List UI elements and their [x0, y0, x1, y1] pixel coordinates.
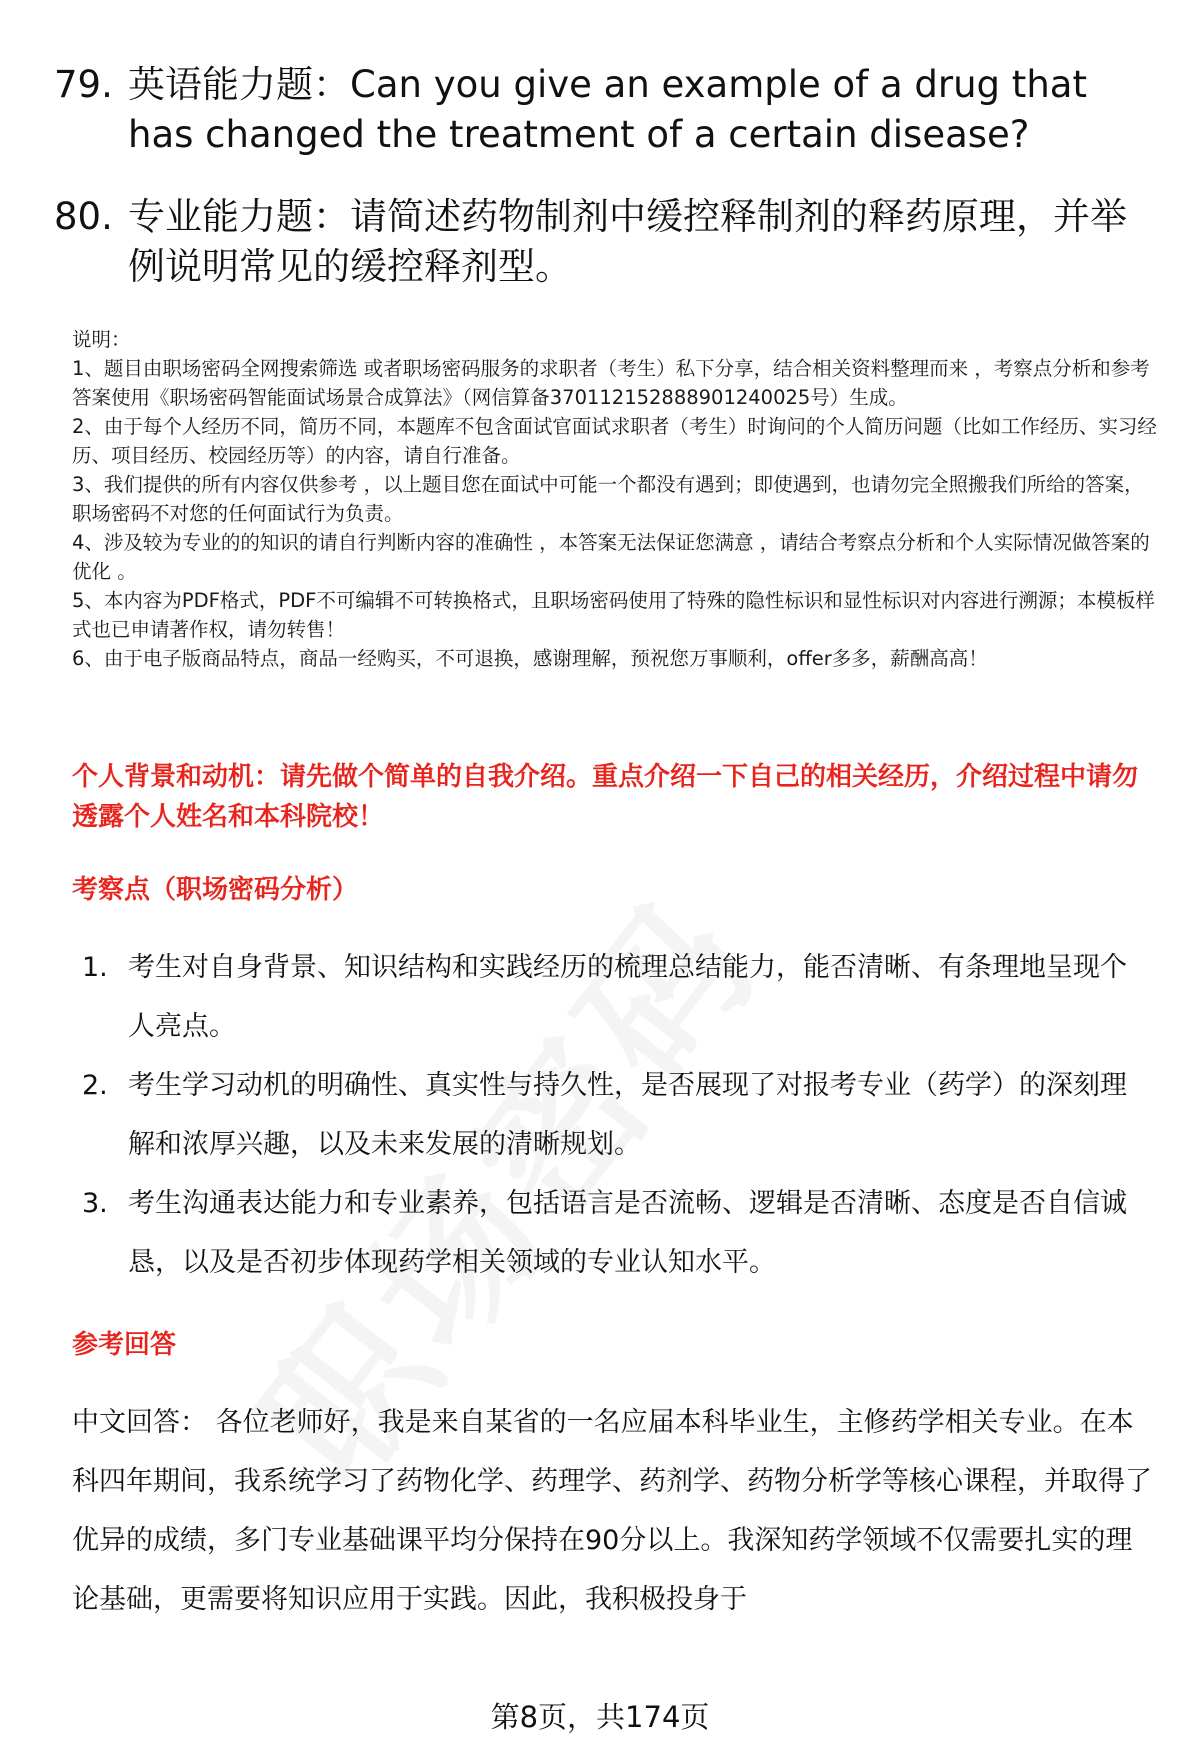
analysis-item [82, 938, 1142, 1056]
note-item: 2、由于每个人经历不同，简历不同，本题库不包含面试官面试求职者（考生）时询问的个人简历问题（比如工作经历、实习经历、项目经历、校园经历等）的内容，请自行准备。 [72, 415, 1157, 467]
disclaimer-notes [72, 325, 1162, 673]
question-80 [54, 192, 1154, 292]
question-number: 80. [54, 195, 113, 238]
analysis-item-text: 考生学习动机的明确性、真实性与持久性，是否展现了对报考专业（药学）的深刻理解和浓厚兴趣，以及未来发展的清晰规划。 [128, 1070, 1127, 1160]
question-text: 专业能力题：请简述药物制剂中缓控释制剂的释药原理，并举例说明常见的缓控释剂型。 [128, 195, 1127, 288]
question-text: 英语能力题：Can you give an example of a drug that has changed the treatment of a certain disease? [128, 63, 1087, 156]
note-item: 1、题目由职场密码全网搜索筛选 或者职场密码服务的求职者（考生）私下分享，结合相关资料整理而来 ，考察点分析和参考答案使用《职场密码智能面试场景合成算法》（网信算备370112152888901240025号）生成。 [72, 357, 1150, 409]
analysis-item-number: 1. [82, 952, 108, 983]
analysis-list [82, 938, 1142, 1292]
note-item: 3、我们提供的所有内容仅供参考 ，以上题目您在面试中可能一个都没有遇到；即使遇到，也请勿完全照搬我们所给的答案，职场密码不对您的任何面试行为负责。 [72, 473, 1144, 525]
analysis-item [82, 1056, 1142, 1174]
answer-heading: 参考回答 [72, 1330, 177, 1360]
question-number: 79. [54, 63, 113, 106]
note-item: 6、由于电子版商品特点，商品一经购买，不可退换，感谢理解，预祝您万事顺利，offer多多，薪酬高高！ [72, 647, 988, 670]
analysis-item-number: 3. [82, 1188, 108, 1219]
analysis-item-text: 考生沟通表达能力和专业素养，包括语言是否流畅、逻辑是否清晰、态度是否自信诚恳，以及是否初步体现药学相关领域的专业认知水平。 [128, 1188, 1127, 1278]
answer-text: 中文回答： 各位老师好，我是来自某省的一名应届本科毕业生，主修药学相关专业。在本科四年期间，我系统学习了药物化学、药理学、药剂学、药物分析学等核心课程，并取得了优异的成绩，多门专业基础课平均分保持在90分以上。我深知药学领域不仅需要扎实的理论基础，更需要将知识应用于实践。因此，我积极投身于 [72, 1407, 1152, 1615]
analysis-item [82, 1174, 1142, 1292]
notes-title: 说明： [72, 328, 131, 351]
analysis-item-text: 考生对自身背景、知识结构和实践经历的梳理总结能力，能否清晰、有条理地呈现个人亮点。 [128, 952, 1127, 1042]
question-79 [54, 60, 1154, 160]
note-item: 4、涉及较为专业的的知识的请自行判断内容的准确性 ，本答案无法保证您满意 ，请结合考察点分析和个人实际情况做答案的优化 。 [72, 531, 1150, 583]
note-item: 5、本内容为PDF格式，PDF不可编辑不可转换格式，且职场密码使用了特殊的隐性标识和显性标识对内容进行溯源；本模板样式也已申请著作权，请勿转售！ [72, 589, 1155, 641]
analysis-item-number: 2. [82, 1070, 108, 1101]
analysis-heading: 考察点（职场密码分析） [72, 875, 359, 905]
main-question: 个人背景和动机：请先做个简单的自我介绍。重点介绍一下自己的相关经历，介绍过程中请勿透露个人姓名和本科院校！ [72, 762, 1139, 832]
page-number: 第8页，共174页 [490, 1700, 710, 1734]
